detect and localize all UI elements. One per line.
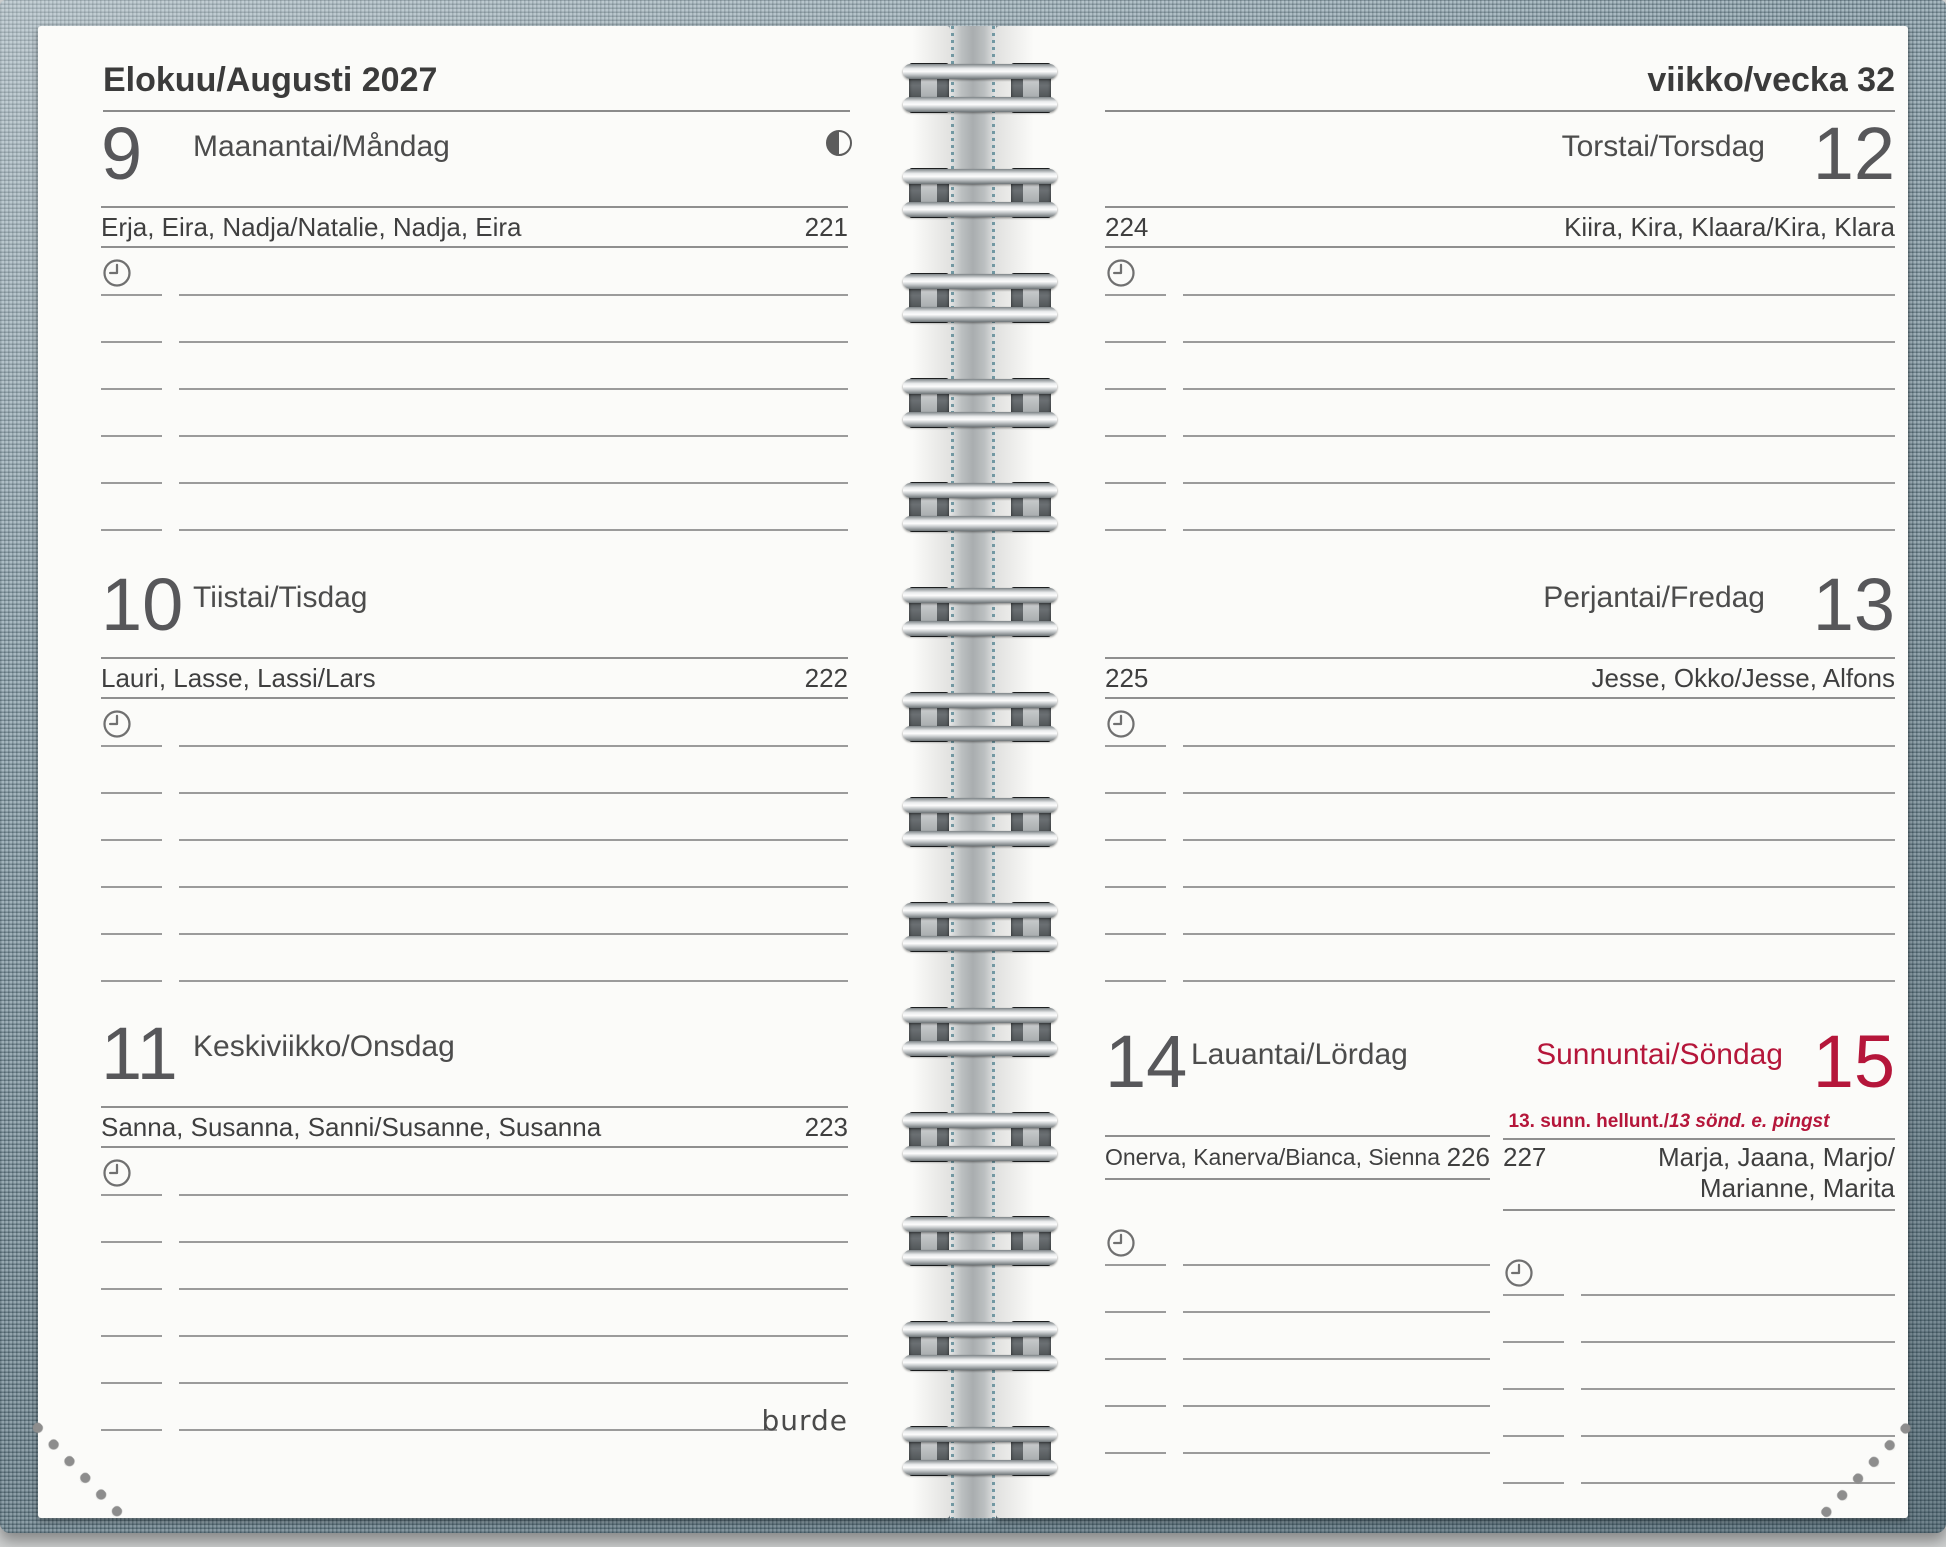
day-title: Tiistai/Tisdag [193,581,368,614]
nameday-row [101,1108,848,1146]
writing-line [101,747,848,794]
writing-line [1105,1360,1490,1407]
nameday-row [1503,1142,1895,1204]
nameday-row [1105,659,1895,697]
writing-line [1503,1343,1895,1390]
writing-line [101,1149,848,1196]
writing-lines [101,1149,848,1384]
nameday-row [101,208,848,246]
binding-wire [903,831,1057,846]
day-of-year: 223 [804,1112,848,1142]
nameday-row [1105,1137,1490,1178]
holiday-sv: 13 sönd. e. pingst [1668,1111,1830,1132]
spiral-ring [906,273,1054,323]
writing-line [101,935,848,982]
spiral-ring [906,587,1054,637]
binding-wire [903,169,1057,184]
namedays: Erja, Eira, Nadja/Natalie, Nadja, Eira [101,212,522,242]
day-block-wednesday [101,1012,848,1466]
spiral-ring [906,168,1054,218]
spiral-ring [906,378,1054,428]
time-line [101,1429,162,1431]
binding-wire [903,516,1057,531]
writing-line [1105,343,1895,390]
month-header: Elokuu/Augusti 2027 [103,61,438,99]
writing-line [101,1243,848,1290]
day-block-friday [1105,563,1895,1017]
writing-line [101,1290,848,1337]
writing-line [1105,888,1895,935]
day-number: 13 [1812,563,1895,646]
day-block-tuesday [101,563,848,1017]
writing-lines [101,249,848,531]
brand-row [101,1384,848,1437]
binding-wire [903,1355,1057,1370]
binding-wire [903,1427,1057,1442]
binding-wire [903,97,1057,112]
burde-logo: burde [761,1404,848,1437]
writing-lines [101,700,848,982]
binding-wire [903,621,1057,636]
binding-wire [903,202,1057,217]
writing-line [1105,437,1895,484]
binding-wire [903,1008,1057,1023]
writing-line [1105,484,1895,531]
writing-line [101,1337,848,1384]
writing-line [1105,296,1895,343]
writing-line [101,700,848,747]
writing-lines [1105,1219,1490,1454]
holiday-fi: 13. sunn. hellunt./ [1508,1111,1669,1132]
writing-line [101,296,848,343]
spiral-binding [906,26,1054,1518]
nameday-row [101,659,848,697]
day-title: Sunnuntai/Söndag [1536,1038,1783,1071]
binding-wire [903,1113,1057,1128]
writing-line [1105,841,1895,888]
divider [1105,697,1895,699]
day-of-year: 222 [804,663,848,693]
divider [101,1146,848,1148]
day-block-monday [101,112,848,566]
day-number: 10 [101,563,184,646]
header-rule [103,110,850,112]
writing-line [1105,1407,1490,1454]
binding-wire [903,693,1057,708]
namedays: Jesse, Okko/Jesse, Alfons [1591,663,1895,693]
divider [1105,246,1895,248]
namedays: Kiira, Kira, Klaara/Kira, Klara [1564,212,1895,242]
binding-wire [903,307,1057,322]
binding-wire [903,936,1057,951]
binding-wire [903,1217,1057,1232]
writing-lines [1105,249,1895,531]
binding-wire [903,64,1057,79]
writing-line [101,249,848,296]
spiral-ring [906,1321,1054,1371]
namedays: Lauri, Lasse, Lassi/Lars [101,663,376,693]
binding-wire [903,1250,1057,1265]
writing-line [101,794,848,841]
right-page [996,26,1908,1518]
left-page [38,26,950,1518]
writing-lines [1105,700,1895,982]
day-number: 9 [101,112,143,195]
spiral-ring [906,1007,1054,1057]
spiral-ring [906,482,1054,532]
writing-line [101,437,848,484]
day-block-weekend [1105,1015,1895,1518]
day-block-saturday [1105,1015,1490,1518]
writing-line [1105,1266,1490,1313]
binding-wire [903,412,1057,427]
writing-line [1105,390,1895,437]
moon-phase-icon [826,130,852,156]
day-title: Perjantai/Fredag [1543,581,1765,614]
day-title: Torstai/Torsdag [1561,130,1765,163]
spiral-ring [906,692,1054,742]
day-of-year: 225 [1105,663,1149,693]
binding-wire [903,588,1057,603]
writing-line [1105,935,1895,982]
spiral-ring [906,902,1054,952]
writing-line [101,841,848,888]
namedays: Marja, Jaana, Marjo/ Marianne, Marita [1658,1142,1895,1203]
divider [101,697,848,699]
holiday-label [1503,1111,1895,1133]
header-rule [1105,110,1895,112]
writing-line [101,1196,848,1243]
divider [1503,1138,1895,1140]
binding-wire [903,726,1057,741]
writing-line [1105,747,1895,794]
binding-wire [903,1460,1057,1475]
day-title: Maanantai/Måndag [193,130,450,163]
writing-line [179,1429,777,1431]
day-of-year: 227 [1503,1142,1547,1172]
writing-line [101,343,848,390]
spiral-ring [906,1216,1054,1266]
writing-line [101,390,848,437]
writing-line [1105,700,1895,747]
binding-wire [903,483,1057,498]
writing-line [1503,1249,1895,1296]
day-title: Keskiviikko/Onsdag [193,1030,455,1063]
writing-line [1105,794,1895,841]
writing-line [1503,1296,1895,1343]
writing-line [1105,1219,1490,1266]
nameday-row [1105,208,1895,246]
binding-wire [903,1322,1057,1337]
divider [1503,1209,1895,1211]
binding-wire [903,379,1057,394]
writing-lines [1503,1249,1895,1484]
writing-line [101,888,848,935]
week-header: viikko/vecka 32 [1647,61,1895,99]
binding-wire [903,1041,1057,1056]
day-block-thursday [1105,112,1895,566]
day-of-year: 226 [1446,1142,1490,1172]
day-of-year: 221 [804,212,848,242]
namedays: Onerva, Kanerva/Bianca, Sienna [1105,1144,1440,1170]
binding-wire [903,903,1057,918]
divider [1105,1178,1490,1180]
day-number: 12 [1812,112,1895,195]
writing-line [1503,1390,1895,1437]
spiral-ring [906,63,1054,113]
day-title: Lauantai/Lördag [1191,1038,1408,1071]
writing-line [101,484,848,531]
binding-wire [903,274,1057,289]
writing-line [1105,249,1895,296]
day-number: 15 [1812,1020,1895,1103]
spiral-ring [906,797,1054,847]
day-number: 11 [101,1012,178,1095]
divider [101,246,848,248]
namedays: Sanna, Susanna, Sanni/Susanne, Susanna [101,1112,602,1142]
day-of-year: 224 [1105,212,1149,242]
spiral-ring [906,1426,1054,1476]
writing-line [1503,1437,1895,1484]
writing-line [1105,1313,1490,1360]
binding-wire [903,798,1057,813]
day-block-sunday [1503,1015,1895,1518]
spiral-ring [906,1112,1054,1162]
day-number: 14 [1105,1020,1188,1103]
binding-wire [903,1146,1057,1161]
